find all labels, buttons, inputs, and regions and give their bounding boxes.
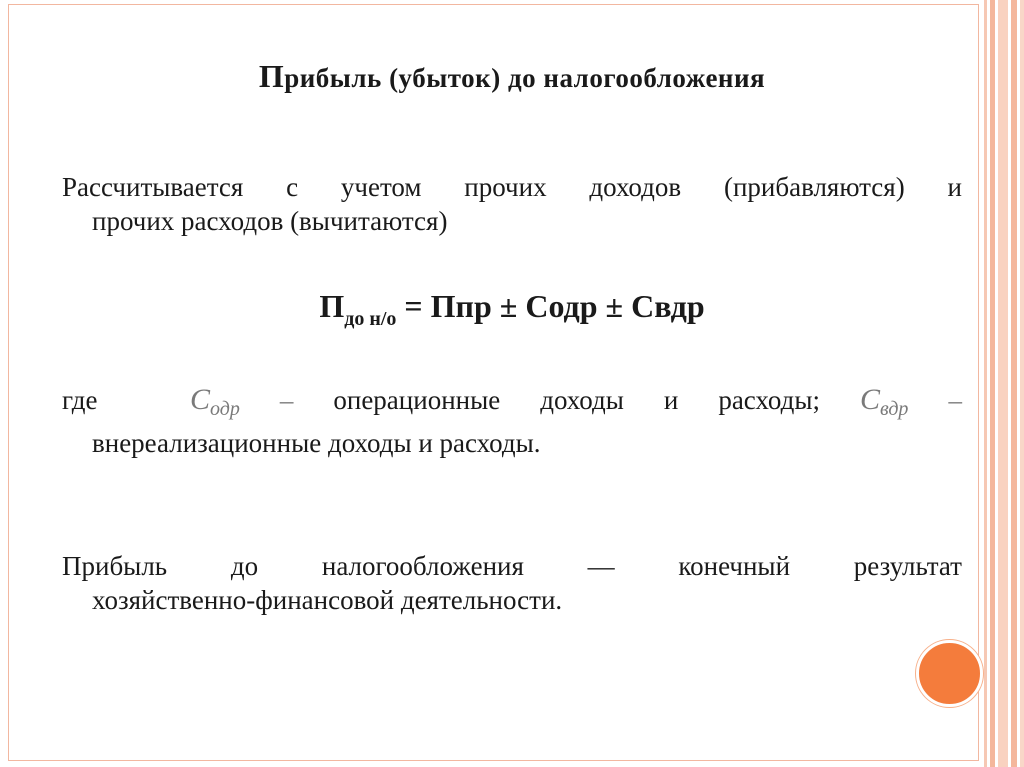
paragraph-line: [62, 170, 962, 204]
symbol-subscript: вдр: [880, 398, 909, 420]
paragraph-line: [62, 549, 962, 583]
gde: где: [62, 385, 98, 415]
lead-word: [62, 383, 240, 426]
word: доходы: [540, 385, 624, 415]
stripe: [998, 0, 1008, 767]
word: налогообложения: [321, 551, 524, 581]
title-first-letter: П: [258, 58, 285, 94]
word: конечный: [678, 551, 791, 581]
word: операционные: [333, 385, 501, 415]
word: Прибыль: [62, 551, 168, 581]
formula-symbol: П: [319, 288, 345, 324]
symbol-subscript: одр: [210, 398, 240, 420]
title-rest: рибыль (убыток) до налогообложения: [284, 63, 766, 93]
symbol-sodr: [190, 383, 240, 420]
dash: –: [279, 385, 294, 415]
word: до: [230, 551, 259, 581]
orange-circle-decoration: [916, 640, 983, 707]
symbol-letter: С: [190, 383, 211, 416]
word: прочих: [464, 172, 547, 202]
paragraph-line: внереализационные доходы и расходы.: [92, 428, 541, 458]
paragraph-line: [62, 383, 962, 426]
stripe: [1020, 0, 1024, 767]
stripe: [984, 0, 987, 767]
word: и: [947, 172, 962, 202]
symbol-svdr: [860, 383, 908, 426]
symbol-letter: С: [860, 383, 881, 416]
word: расходы;: [718, 385, 820, 415]
paragraph-conclusion: [62, 549, 962, 617]
word: и: [663, 385, 679, 415]
stripe: [1011, 0, 1017, 767]
word: результат: [853, 551, 962, 581]
slide-title: [0, 58, 1024, 95]
stripe: [990, 0, 995, 767]
word: (прибавляются): [723, 172, 905, 202]
formula-subscript: до н/о: [344, 308, 397, 330]
paragraph-definitions: [62, 383, 962, 460]
word: доходов: [589, 172, 682, 202]
paragraph-line: хозяйственно-финансовой деятельности.: [92, 585, 563, 615]
formula: [0, 288, 1024, 331]
decorative-stripes: [984, 0, 1024, 767]
paragraph-calculation: [62, 170, 962, 238]
word: учетом: [340, 172, 422, 202]
dash: –: [948, 385, 962, 415]
paragraph-line: прочих расходов (вычитаются): [92, 206, 448, 236]
formula-rest: = Ппр ± Содр ± Свдр: [396, 288, 705, 324]
word: Рассчитывается: [62, 172, 244, 202]
word: с: [286, 172, 299, 202]
word: —: [587, 551, 615, 581]
